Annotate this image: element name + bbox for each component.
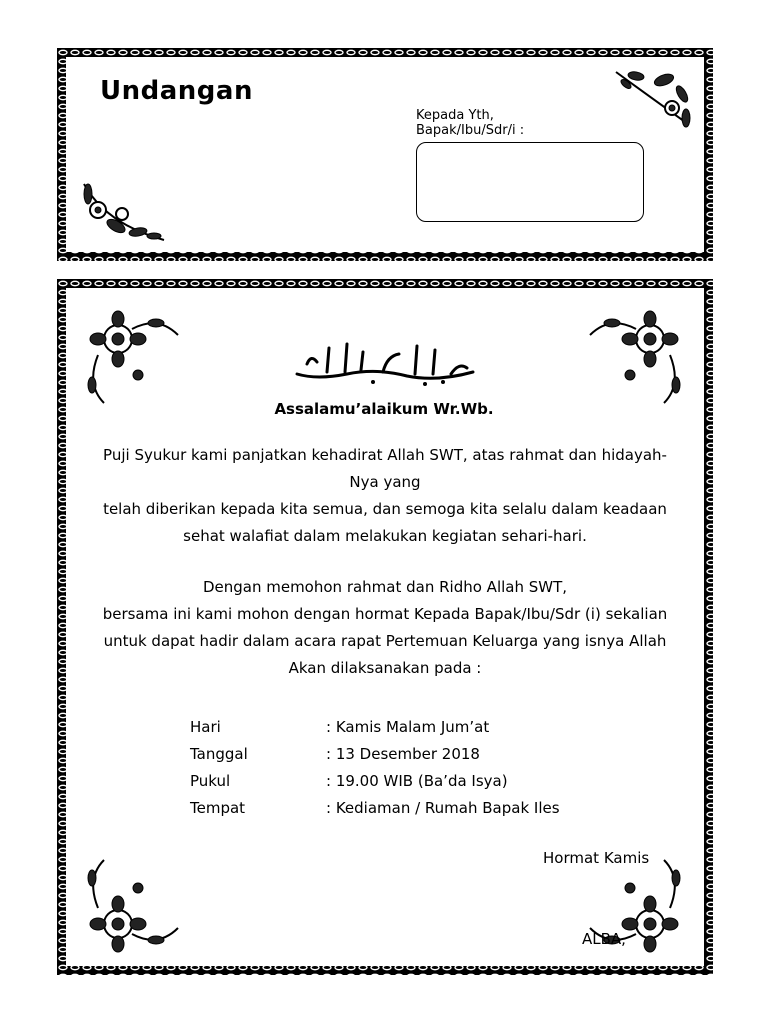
paragraph-line: bersama ini kami mohon dengan hormat Kepada Bapak/Ibu/Sdr (i) sekalian [102,605,668,623]
closing-text: Hormat Kamis [543,849,650,867]
detail-value: : Kamis Malam Jum’at [326,718,490,736]
signature: ALBA, [582,930,626,948]
detail-label: Hari [190,718,221,736]
recipient-label [416,108,524,138]
detail-label: Tanggal [190,745,248,763]
paragraph-line: Dengan memohon rahmat dan Ridho Allah SWT, [202,578,568,596]
envelope-title: Undangan [100,76,253,106]
floral-corner-icon [76,174,170,246]
address-box[interactable] [416,142,644,222]
detail-row-hari [190,714,560,741]
recipient-line-1: Kepada Yth, [416,108,494,123]
paragraph-line: Nya yang [349,473,421,491]
floral-corner-icon [78,305,182,411]
paragraph-line: Akan dilaksanakan pada : [288,659,482,677]
paragraph-line: untuk dapat hadir dalam acara rapat Pertemuan Keluarga yang isnya Allah [103,632,667,650]
floral-corner-icon [78,852,182,958]
floral-corner-icon [586,305,690,411]
basmalah-calligraphy-icon [287,334,483,388]
paragraph-line: sehat walafiat dalam melakukan kegiatan sehari-hari. [183,527,587,545]
event-details [190,714,560,822]
detail-row-tempat [190,795,560,822]
paragraph-line: telah diberikan kepada kita semua, dan semoga kita selalu dalam keadaan [103,500,667,518]
detail-label: Pukul [190,772,231,790]
paragraph-invitation [62,574,708,682]
detail-value: : 13 Desember 2018 [326,745,480,763]
detail-value: : 19.00 WIB (Ba’da Isya) [326,772,508,790]
floral-corner-icon [606,64,696,130]
detail-label: Tempat [190,799,246,817]
detail-value: : Kediaman / Rumah Bapak Iles [326,799,560,817]
detail-row-tanggal [190,741,560,768]
paragraph-line: Puji Syukur kami panjatkan kehadirat Allah SWT, atas rahmat dan hidayah- [103,446,667,464]
detail-row-pukul [190,768,560,795]
recipient-line-2: Bapak/Ibu/Sdr/i : [416,123,525,138]
paragraph-opening [62,442,708,550]
greeting: Assalamu’alaikum Wr.Wb. [274,400,494,418]
